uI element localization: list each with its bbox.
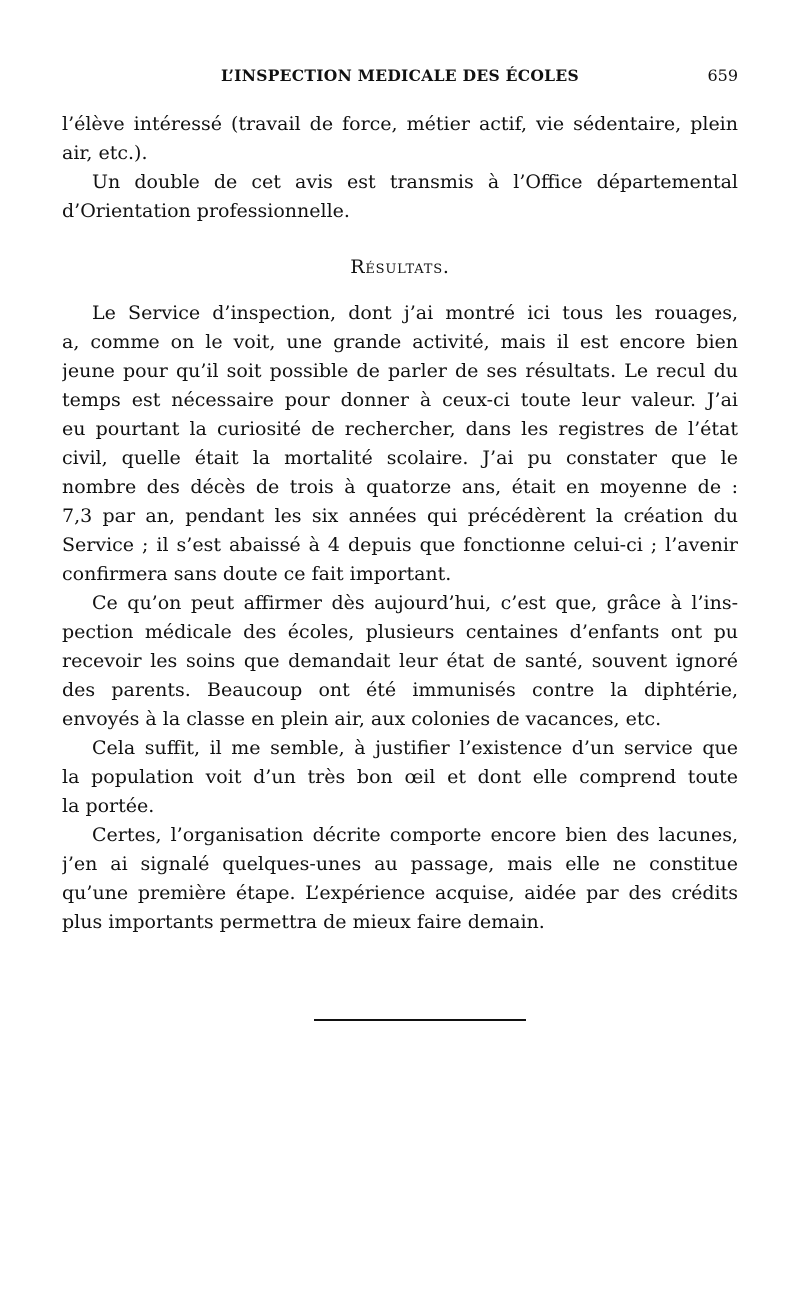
paragraph: [62, 168, 738, 226]
text-line: pection médicale des écoles, plusieurs centaines d’enfants ont pu: [62, 621, 738, 643]
text-line: j’en ai signalé quelques-unes au passage, mais elle ne constitue: [62, 853, 738, 875]
text-line: a, comme on le voit, une grande activité, mais il est encore bien: [62, 331, 738, 353]
text-line: Service ; il s’est abaissé à 4 depuis que fonctionne celui-ci ; l’avenir: [62, 534, 738, 556]
text-line: jeune pour qu’il soit possible de parler de ses résultats. Le recul du: [62, 360, 738, 382]
section-heading: Résultats.: [350, 256, 450, 278]
text-line: la portée.: [62, 795, 155, 817]
end-rule: [314, 1019, 526, 1021]
text-line: temps est nécessaire pour donner à ceux-ci toute leur valeur. J’ai: [62, 389, 738, 411]
text-line: Ce qu’on peut affirmer dès aujourd’hui, c’est que, grâce à l’ins-: [92, 592, 738, 614]
paragraph: [62, 299, 738, 589]
text-line: recevoir les soins que demandait leur état de santé, souvent ignoré: [62, 650, 738, 672]
text-line: civil, quelle était la mortalité scolaire. J’ai pu constater que le: [62, 447, 738, 469]
text-line: Certes, l’organisation décrite comporte encore bien des lacunes,: [92, 824, 738, 846]
text-line: air, etc.).: [62, 142, 148, 164]
text-line: des parents. Beaucoup ont été immunisés contre la diphtérie,: [62, 679, 738, 701]
page-number: 659: [707, 66, 738, 85]
text-line: Le Service d’inspection, dont j’ai montré ici tous les rouages,: [92, 302, 738, 324]
paragraph: [62, 821, 738, 937]
paragraph: [62, 589, 738, 734]
text-line: Un double de cet avis est transmis à l’Office départemental: [92, 171, 738, 193]
text-line: nombre des décès de trois à quatorze ans, était en moyenne de :: [62, 476, 738, 498]
text-line: Cela suffit, il me semble, à justifier l’existence d’un service que: [92, 737, 738, 759]
text-line: envoyés à la classe en plein air, aux colonies de vacances, etc.: [62, 708, 662, 730]
text-line: la population voit d’un très bon œil et dont elle comprend toute: [62, 766, 738, 788]
results-text: [62, 299, 738, 937]
text-line: eu pourtant la curiosité de rechercher, dans les registres de l’état: [62, 418, 738, 440]
text-line: 7,3 par an, pendant les six années qui précédèrent la création du: [62, 505, 738, 527]
text-line: qu’une première étape. L’expérience acquise, aidée par des crédits: [62, 882, 738, 904]
running-header: [62, 66, 738, 90]
running-title: L’INSPECTION MEDICALE DES ÉCOLES: [221, 66, 579, 85]
paragraph: [62, 734, 738, 821]
paragraph: [62, 110, 738, 168]
text-line: plus importants permettra de mieux faire demain.: [62, 911, 545, 933]
text-line: d’Orientation professionnelle.: [62, 200, 350, 222]
opening-text: [62, 110, 738, 226]
text-line: l’élève intéressé (travail de force, métier actif, vie sédentaire, plein: [62, 113, 738, 135]
text-line: confirmera sans doute ce fait important.: [62, 563, 452, 585]
